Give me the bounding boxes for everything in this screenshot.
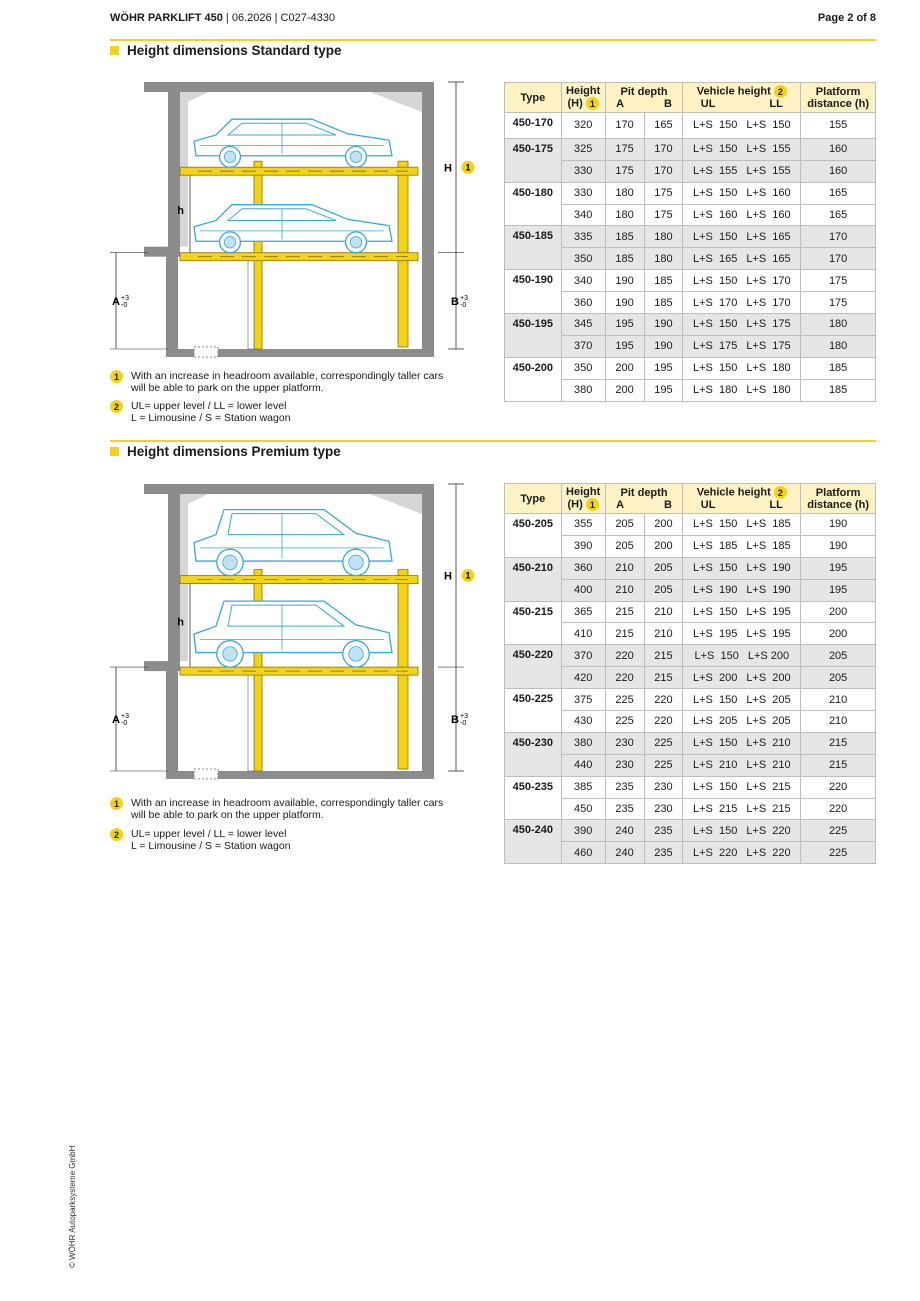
height-cell: 340: [561, 204, 605, 226]
drain-pit: [194, 347, 218, 357]
platform-distance-cell: 190: [801, 535, 876, 557]
type-cell: 450-220: [505, 645, 562, 689]
ceiling-bevel-left: [180, 92, 208, 106]
svg-text:-0: -0: [460, 720, 467, 728]
table-row: [505, 514, 876, 536]
table-row: [505, 820, 876, 842]
svg-text:1: 1: [465, 570, 471, 581]
pit-a-cell: 215: [605, 623, 644, 645]
height-cell: 380: [561, 732, 605, 754]
type-cell: 450-235: [505, 776, 562, 820]
platform-distance-cell: 215: [801, 754, 876, 776]
vehicle-height-cell: L+S 200 L+S 200: [683, 667, 801, 689]
dim-label-A: A: [112, 295, 120, 308]
height-cell: 365: [561, 601, 605, 623]
platform-distance-cell: 190: [801, 514, 876, 536]
pit-b-cell: 215: [644, 645, 683, 667]
vehicle-height-cell: L+S 155 L+S 155: [683, 160, 801, 182]
col-vehicle-height: Vehicle height 2 UL LL: [683, 83, 801, 113]
pit-b-cell: 185: [644, 292, 683, 314]
pit-b-cell: 215: [644, 667, 683, 689]
col-height: Height (H) 1: [561, 83, 605, 113]
vehicle-height-cell: L+S 185 L+S 185: [683, 535, 801, 557]
left-upper-wall: [168, 82, 180, 253]
height-cell: 330: [561, 160, 605, 182]
pit-a-cell: 235: [605, 798, 644, 820]
ceiling-slab: [144, 484, 434, 494]
pit-b-cell: 220: [644, 711, 683, 733]
platform-distance-cell: 175: [801, 270, 876, 292]
type-cell: 450-240: [505, 820, 562, 864]
vehicle-height-cell: L+S 190 L+S 190: [683, 579, 801, 601]
pit-a-cell: 240: [605, 820, 644, 842]
ceiling-bevel-right: [370, 92, 422, 112]
vehicle-height-cell: L+S 150 L+S 210: [683, 732, 801, 754]
vehicle-height-cell: L+S 150 L+S 165: [683, 226, 801, 248]
dim-label-h: h: [177, 616, 184, 629]
ceiling-slab: [144, 82, 434, 92]
height-cell: 350: [561, 357, 605, 379]
vehicle-height-cell: L+S 150 L+S 215: [683, 776, 801, 798]
vehicle-height-cell: L+S 150 L+S 195: [683, 601, 801, 623]
vehicle-height-cell: L+S 180 L+S 180: [683, 379, 801, 401]
col-platform-distance: Platform distance (h): [801, 484, 876, 514]
section-title-standard: Height dimensions Standard type: [110, 43, 342, 58]
height-cell: 345: [561, 314, 605, 336]
height-cell: 390: [561, 535, 605, 557]
height-cell: 375: [561, 689, 605, 711]
table-row: [505, 270, 876, 292]
pit-b-cell: 170: [644, 160, 683, 182]
vehicle-height-cell: L+S 150 L+S 190: [683, 557, 801, 579]
footnote-badge: 2: [110, 400, 123, 413]
badge-2: 2: [774, 85, 787, 98]
car-icon: [194, 205, 392, 253]
platform-distance-cell: 210: [801, 689, 876, 711]
pit-b-cell: 180: [644, 248, 683, 270]
vehicle-height-cell: L+S 150 L+S 155: [683, 138, 801, 160]
dim-label-H: H: [444, 570, 452, 583]
svg-text:-0: -0: [460, 301, 467, 309]
footnote-badge: 2: [110, 828, 123, 841]
pit-b-cell: 170: [644, 138, 683, 160]
platform-distance-cell: 175: [801, 292, 876, 314]
vehicle-height-cell: L+S 150 L+S 220: [683, 820, 801, 842]
vehicle-height-cell: L+S 150 L+S 205: [683, 689, 801, 711]
svg-text:+3: +3: [121, 294, 129, 302]
vehicle-height-cell: L+S 210 L+S 210: [683, 754, 801, 776]
brand-title: WÖHR PARKLIFT 450: [110, 12, 223, 24]
height-cell: 355: [561, 514, 605, 536]
vehicle-height-cell: L+S 150 L+S 170: [683, 270, 801, 292]
type-cell: 450-230: [505, 732, 562, 776]
svg-text:-0: -0: [121, 720, 128, 728]
vehicle-height-cell: L+S 150 L+S 160: [683, 182, 801, 204]
platform-distance-cell: 215: [801, 732, 876, 754]
platform-distance-cell: 205: [801, 667, 876, 689]
height-cell: 360: [561, 557, 605, 579]
col-height: Height (H) 1: [561, 484, 605, 514]
vehicle-height-cell: L+S 150 L+S 200: [683, 645, 801, 667]
height-cell: 370: [561, 645, 605, 667]
pit-b-cell: 165: [644, 113, 683, 139]
platform-distance-cell: 160: [801, 160, 876, 182]
col-type: Type: [505, 484, 562, 514]
footnote-1: 1 With an increase in headroom available, correspondingly taller cars will be able to park on the upper platform.: [110, 797, 480, 821]
table-row: [505, 776, 876, 798]
vehicle-height-cell: L+S 205 L+S 205: [683, 711, 801, 733]
height-cell: 410: [561, 623, 605, 645]
height-cell: 335: [561, 226, 605, 248]
footnote-badge: 1: [110, 370, 123, 383]
type-cell: 450-200: [505, 357, 562, 401]
platform-distance-cell: 200: [801, 601, 876, 623]
table-row: [505, 113, 876, 139]
standard-type-diagram: [108, 76, 488, 361]
pit-a-cell: 240: [605, 842, 644, 864]
vehicle-height-cell: L+S 160 L+S 160: [683, 204, 801, 226]
vehicle-height-cell: L+S 150 L+S 185: [683, 514, 801, 536]
platform-distance-cell: 220: [801, 776, 876, 798]
pit-a-cell: 225: [605, 711, 644, 733]
type-cell: 450-190: [505, 270, 562, 314]
type-cell: 450-180: [505, 182, 562, 226]
pit-a-cell: 195: [605, 335, 644, 357]
pit-a-cell: 220: [605, 667, 644, 689]
platform-distance-cell: 160: [801, 138, 876, 160]
pit-a-cell: 200: [605, 379, 644, 401]
table-row: [505, 138, 876, 160]
platform-distance-cell: 185: [801, 357, 876, 379]
height-cell: 350: [561, 248, 605, 270]
platform-distance-cell: 200: [801, 623, 876, 645]
footnote-badge: 1: [110, 797, 123, 810]
pit-a-cell: 220: [605, 645, 644, 667]
svg-text:1: 1: [465, 162, 471, 173]
type-cell: 450-195: [505, 314, 562, 358]
pit-b-cell: 210: [644, 601, 683, 623]
platform-distance-cell: 195: [801, 557, 876, 579]
platform-distance-cell: 185: [801, 379, 876, 401]
platform-distance-cell: 170: [801, 248, 876, 270]
platform-distance-cell: 205: [801, 645, 876, 667]
pit-b-cell: 225: [644, 732, 683, 754]
height-cell: 400: [561, 579, 605, 601]
drain-pit: [194, 769, 218, 779]
height-cell: 440: [561, 754, 605, 776]
height-cell: 325: [561, 138, 605, 160]
height-cell: 385: [561, 776, 605, 798]
car-icon: [194, 119, 392, 167]
platform-distance-cell: 220: [801, 798, 876, 820]
pit-a-cell: 175: [605, 138, 644, 160]
table-row: [505, 645, 876, 667]
pit-a-cell: 205: [605, 535, 644, 557]
vehicle-height-cell: L+S 150 L+S 175: [683, 314, 801, 336]
table-header-row: [505, 83, 876, 113]
table-row: [505, 226, 876, 248]
right-wall: [422, 82, 434, 357]
pit-a-cell: 205: [605, 514, 644, 536]
pit-b-cell: 195: [644, 379, 683, 401]
pit-b-cell: 190: [644, 335, 683, 357]
dim-label-h: h: [177, 204, 184, 217]
pit-b-cell: 200: [644, 514, 683, 536]
svg-text:+3: +3: [460, 294, 468, 302]
pit-a-cell: 170: [605, 113, 644, 139]
pit-a-cell: 210: [605, 557, 644, 579]
pit-b-cell: 195: [644, 357, 683, 379]
table-header-row: [505, 484, 876, 514]
pit-a-cell: 225: [605, 689, 644, 711]
col-type: Type: [505, 83, 562, 113]
pit-a-cell: 200: [605, 357, 644, 379]
height-cell: 330: [561, 182, 605, 204]
left-pit-wall: [166, 661, 178, 779]
dim-label-A: A: [112, 714, 120, 727]
premium-type-diagram: [108, 478, 488, 783]
dim-label-H: H: [444, 162, 452, 175]
section-title-premium: Height dimensions Premium type: [110, 444, 341, 459]
car-icon: [194, 601, 392, 667]
pit-b-cell: 230: [644, 798, 683, 820]
bullet-square-icon: [110, 447, 119, 456]
vehicle-height-cell: L+S 220 L+S 220: [683, 842, 801, 864]
pit-b-cell: 205: [644, 557, 683, 579]
bullet-square-icon: [110, 46, 119, 55]
pit-b-cell: 180: [644, 226, 683, 248]
pit-a-cell: 180: [605, 182, 644, 204]
section-rule: [110, 440, 876, 442]
height-cell: 430: [561, 711, 605, 733]
pit-a-cell: 180: [605, 204, 644, 226]
col-vehicle-height: Vehicle height 2 UL LL: [683, 484, 801, 514]
vehicle-height-cell: L+S 165 L+S 165: [683, 248, 801, 270]
pit-a-cell: 215: [605, 601, 644, 623]
platform-distance-cell: 210: [801, 711, 876, 733]
pit-b-cell: 210: [644, 623, 683, 645]
standard-dimensions-table: [504, 82, 876, 402]
right-wall: [422, 484, 434, 779]
platform-distance-cell: 180: [801, 314, 876, 336]
height-cell: 320: [561, 113, 605, 139]
ceiling-bevel-left: [180, 494, 208, 508]
type-cell: 450-225: [505, 689, 562, 733]
col-pit-depth: Pit depth A B: [605, 484, 683, 514]
premium-dimensions-table: [504, 483, 876, 864]
col-platform-distance: Platform distance (h): [801, 83, 876, 113]
type-cell: 450-185: [505, 226, 562, 270]
post-left-inner: [248, 253, 254, 349]
car-icon: [194, 510, 392, 576]
dim-label-B: B: [451, 295, 459, 308]
height-cell: 370: [561, 335, 605, 357]
pit-a-cell: 195: [605, 314, 644, 336]
pit-a-cell: 175: [605, 160, 644, 182]
platform-distance-cell: 180: [801, 335, 876, 357]
pit-a-cell: 185: [605, 226, 644, 248]
vehicle-height-cell: L+S 195 L+S 195: [683, 623, 801, 645]
vehicle-height-cell: L+S 215 L+S 215: [683, 798, 801, 820]
pit-a-cell: 185: [605, 248, 644, 270]
pit-b-cell: 200: [644, 535, 683, 557]
page-number: Page 2 of 8: [817, 12, 876, 24]
left-pit-wall: [166, 247, 178, 357]
pit-a-cell: 210: [605, 579, 644, 601]
table-row: [505, 314, 876, 336]
table-row: [505, 357, 876, 379]
vehicle-height-cell: L+S 150 L+S 150: [683, 113, 801, 139]
height-cell: 340: [561, 270, 605, 292]
platform-distance-cell: 165: [801, 204, 876, 226]
table-row: [505, 182, 876, 204]
height-cell: 360: [561, 292, 605, 314]
height-cell: 420: [561, 667, 605, 689]
badge-1: 1: [586, 97, 599, 110]
pit-a-cell: 235: [605, 776, 644, 798]
vehicle-height-cell: L+S 175 L+S 175: [683, 335, 801, 357]
type-cell: 450-215: [505, 601, 562, 645]
pit-a-cell: 190: [605, 270, 644, 292]
pit-b-cell: 205: [644, 579, 683, 601]
post-left-inner: [248, 667, 254, 771]
pit-b-cell: 175: [644, 182, 683, 204]
height-cell: 450: [561, 798, 605, 820]
pit-b-cell: 185: [644, 270, 683, 292]
pit-a-cell: 230: [605, 732, 644, 754]
pit-a-cell: 230: [605, 754, 644, 776]
copyright-notice: © WÖHR Autoparksysteme GmbH: [68, 1145, 77, 1268]
table-row: [505, 689, 876, 711]
footnote-2: 2 UL= upper level / LL = lower level L = Limousine / S = Station wagon: [110, 828, 480, 852]
pit-a-cell: 190: [605, 292, 644, 314]
platform-distance-cell: 155: [801, 113, 876, 139]
platform-distance-cell: 165: [801, 182, 876, 204]
pit-b-cell: 230: [644, 776, 683, 798]
pit-b-cell: 175: [644, 204, 683, 226]
header-rule: [110, 39, 876, 41]
table-row: [505, 732, 876, 754]
svg-text:+3: +3: [121, 713, 129, 721]
pit-b-cell: 190: [644, 314, 683, 336]
footnote-1: 1 With an increase in headroom available, correspondingly taller cars will be able to park on the upper platform.: [110, 370, 480, 394]
pit-b-cell: 235: [644, 842, 683, 864]
type-cell: 450-170: [505, 113, 562, 139]
platform-distance-cell: 225: [801, 820, 876, 842]
type-cell: 450-205: [505, 514, 562, 558]
pit-b-cell: 235: [644, 820, 683, 842]
dim-label-B: B: [451, 714, 459, 727]
pit-b-cell: 220: [644, 689, 683, 711]
height-cell: 460: [561, 842, 605, 864]
footnote-2: 2 UL= upper level / LL = lower level L = Limousine / S = Station wagon: [110, 400, 480, 424]
badge-2: 2: [774, 486, 787, 499]
type-cell: 450-175: [505, 138, 562, 182]
platform-distance-cell: 170: [801, 226, 876, 248]
left-upper-wall: [168, 484, 180, 667]
table-row: [505, 557, 876, 579]
height-cell: 390: [561, 820, 605, 842]
svg-text:+3: +3: [460, 713, 468, 721]
platform-distance-cell: 195: [801, 579, 876, 601]
vehicle-height-cell: L+S 150 L+S 180: [683, 357, 801, 379]
document-header: [110, 12, 876, 24]
vehicle-height-cell: L+S 170 L+S 170: [683, 292, 801, 314]
ceiling-bevel-right: [370, 494, 422, 514]
badge-1: 1: [586, 498, 599, 511]
height-cell: 380: [561, 379, 605, 401]
table-row: [505, 601, 876, 623]
document-meta: | 06.2026 | C027-4330: [222, 12, 335, 24]
col-pit-depth: Pit depth A B: [605, 83, 683, 113]
type-cell: 450-210: [505, 557, 562, 601]
platform-distance-cell: 225: [801, 842, 876, 864]
svg-text:-0: -0: [121, 301, 128, 309]
pit-b-cell: 225: [644, 754, 683, 776]
